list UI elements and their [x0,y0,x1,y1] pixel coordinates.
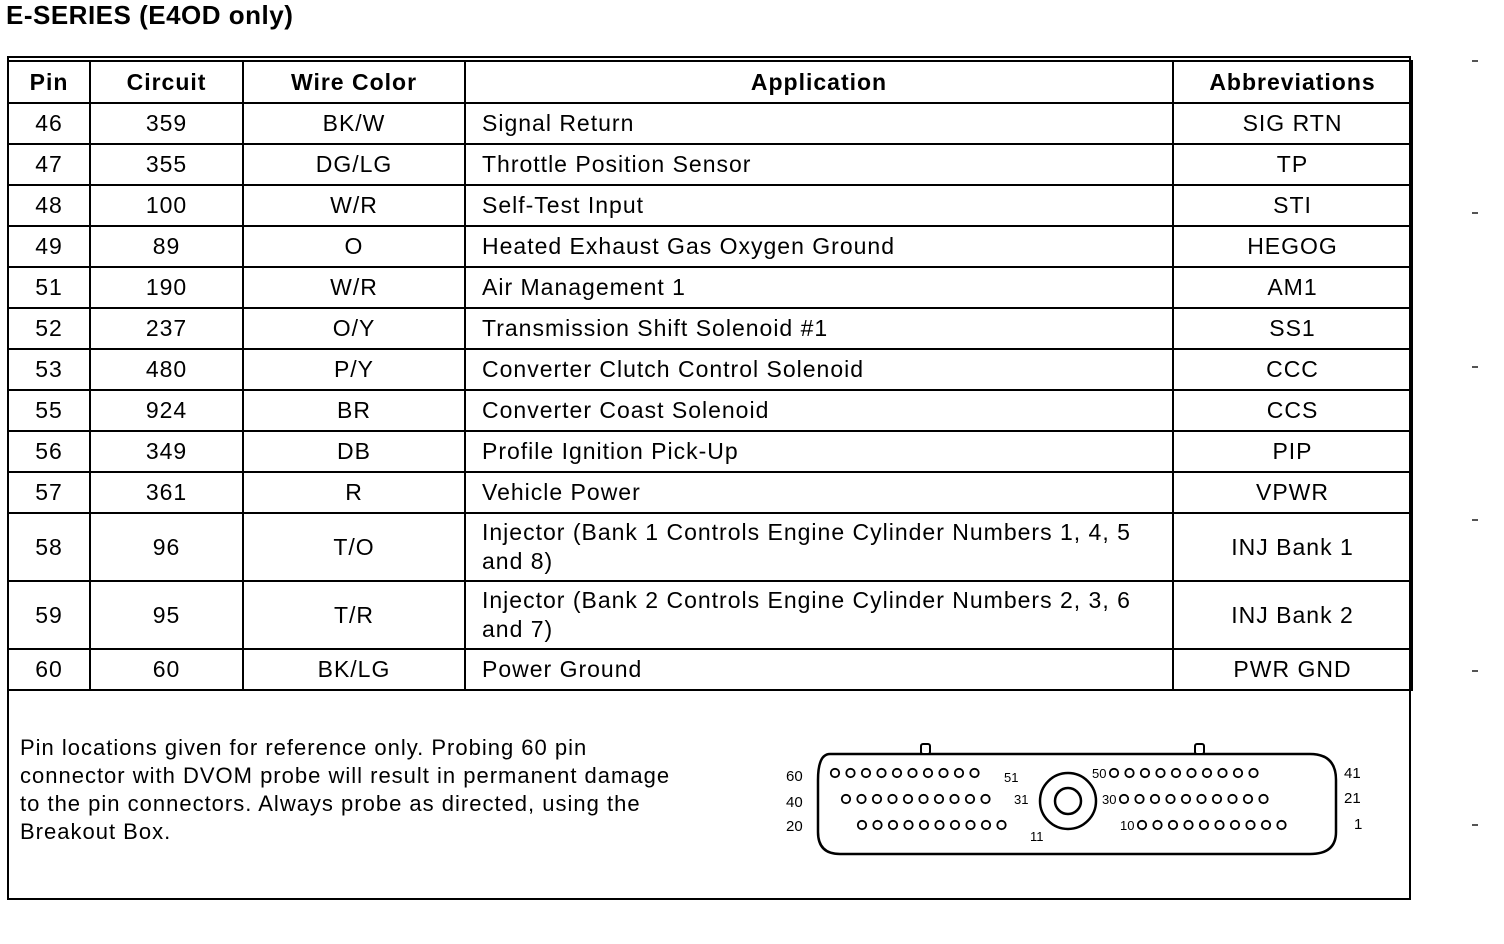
note-line: Breakout Box. [20,819,172,844]
wire-color-cell: W/R [243,185,465,226]
table-row [8,472,1412,513]
abbreviation-cell: PIP [1173,431,1412,472]
abbreviation-cell: CCC [1173,349,1412,390]
abbreviation-cell: AM1 [1173,267,1412,308]
connector-pin-hole [1246,821,1254,829]
connector-pin-hole [862,769,870,777]
table-row [8,431,1412,472]
circuit-cell: 95 [90,581,243,649]
pin-cell: 58 [8,513,90,581]
connector-pin-hole [873,821,881,829]
abbreviation-cell: STI [1173,185,1412,226]
connector-pin-hole [919,795,927,803]
connector-pin-hole [893,769,901,777]
table-row [8,349,1412,390]
pin-cell: 57 [8,472,90,513]
application-cell: Profile Ignition Pick-Up [465,431,1173,472]
note-line: to the pin connectors. Always probe as directed, using the [20,791,641,816]
connector-pin-holes [831,769,1286,829]
connector-pin-hole [935,795,943,803]
connector-pin-hole [1200,821,1208,829]
header-wire-color: Wire Color [243,61,465,103]
wire-color-cell: T/O [243,513,465,581]
circuit-cell: 349 [90,431,243,472]
header-application: Application [465,61,1173,103]
application-cell: Converter Coast Solenoid [465,390,1173,431]
abbreviation-cell: VPWR [1173,472,1412,513]
pin-cell: 55 [8,390,90,431]
connector-pin-hole [873,795,881,803]
connector-center-bolt [1040,773,1096,829]
circuit-cell: 60 [90,649,243,690]
connector-pin-hole [831,769,839,777]
connector-pin-hole [1277,821,1285,829]
connector-pin-hole [904,795,912,803]
circuit-cell: 359 [90,103,243,144]
table-row [8,185,1412,226]
table-row [8,267,1412,308]
application-cell: Self-Test Input [465,185,1173,226]
table-row [8,226,1412,267]
connector-label-right: 1 [1354,816,1363,833]
pin-cell: 60 [8,649,90,690]
connector-pin-hole [1172,769,1180,777]
page-edge-mark [1472,519,1478,521]
connector-pin-hole [924,769,932,777]
connector-pin-hole [858,821,866,829]
circuit-cell: 361 [90,472,243,513]
connector-pin-hole [1231,821,1239,829]
connector-label-right: 41 [1344,765,1361,782]
abbreviation-cell: PWR GND [1173,649,1412,690]
table-header-row [8,61,1412,103]
application-cell: Heated Exhaust Gas Oxygen Ground [465,226,1173,267]
connector-pin-hole [1218,769,1226,777]
connector-pin-hole [1249,769,1257,777]
application-cell: Injector (Bank 2 Controls Engine Cylinder Numbers 2, 3, 6 and 7) [465,581,1173,649]
connector-pin-hole [889,821,897,829]
connector-label-inner: 50 [1092,766,1107,781]
table-row [8,144,1412,185]
connector-pin-hole [966,821,974,829]
application-cell: Air Management 1 [465,267,1173,308]
connector-pin-hole [939,769,947,777]
wire-color-cell: O/Y [243,308,465,349]
table-row [8,649,1412,690]
application-cell: Converter Clutch Control Solenoid [465,349,1173,390]
pin-table [7,60,1413,691]
circuit-cell: 89 [90,226,243,267]
connector-pin-hole [935,821,943,829]
circuit-cell: 480 [90,349,243,390]
abbreviation-cell: CCS [1173,390,1412,431]
wire-color-cell: BK/W [243,103,465,144]
connector-label-inner: 10 [1120,818,1135,833]
connector-pin-hole [982,821,990,829]
pin-cell: 49 [8,226,90,267]
wire-color-cell: O [243,226,465,267]
header-pin: Pin [8,61,90,103]
connector-label-inner: 11 [1030,829,1044,844]
connector-pin-hole [1153,821,1161,829]
page-edge-mark [1472,824,1478,826]
connector-pin-hole [1156,769,1164,777]
connector-label-left: 40 [786,794,803,811]
wire-color-cell: BR [243,390,465,431]
connector-pin-hole [1166,795,1174,803]
connector-pin-hole [951,821,959,829]
connector-pin-hole [1151,795,1159,803]
header-circuit: Circuit [90,61,243,103]
connector-key-tab [921,744,930,754]
connector-pin-hole [1125,769,1133,777]
connector-label-left: 20 [786,818,803,835]
page-edge-mark [1472,60,1478,62]
connector-pin-hole [857,795,865,803]
circuit-cell: 96 [90,513,243,581]
table-row [8,581,1412,649]
connector-pin-hole [1187,769,1195,777]
pin-cell: 56 [8,431,90,472]
wire-color-cell: DG/LG [243,144,465,185]
connector-diagram [780,740,1380,865]
connector-pin-hole [955,769,963,777]
application-cell: Injector (Bank 1 Controls Engine Cylinder Numbers 1, 4, 5 and 8) [465,513,1173,581]
connector-pin-hole [920,821,928,829]
page-edge-mark [1472,670,1478,672]
page-edge-mark [1472,366,1478,368]
connector-pin-hole [966,795,974,803]
connector-pin-hole [1135,795,1143,803]
page-title: E-SERIES (E4OD only) [6,0,294,30]
circuit-cell: 100 [90,185,243,226]
wire-color-cell: R [243,472,465,513]
connector-pin-hole [1184,821,1192,829]
connector-pin-hole [1262,821,1270,829]
connector-pin-hole [1120,795,1128,803]
abbreviation-cell: HEGOG [1173,226,1412,267]
circuit-cell: 924 [90,390,243,431]
probing-note [20,734,760,846]
wire-color-cell: BK/LG [243,649,465,690]
connector-pin-hole [888,795,896,803]
abbreviation-cell: SIG RTN [1173,103,1412,144]
wire-color-cell: P/Y [243,349,465,390]
application-cell: Power Ground [465,649,1173,690]
pin-cell: 48 [8,185,90,226]
pin-cell: 51 [8,267,90,308]
circuit-cell: 355 [90,144,243,185]
note-line: connector with DVOM probe will result in permanent damage [20,763,671,788]
connector-pin-hole [1141,769,1149,777]
connector-center-bolt-inner [1055,788,1081,814]
wire-color-cell: W/R [243,267,465,308]
connector-pin-hole [1228,795,1236,803]
connector-pin-hole [1197,795,1205,803]
connector-pin-hole [904,821,912,829]
pin-cell: 47 [8,144,90,185]
connector-pin-hole [970,769,978,777]
table-row [8,513,1412,581]
connector-label-left: 60 [786,768,803,785]
pin-cell: 52 [8,308,90,349]
connector-label-inner: 51 [1004,770,1019,785]
connector-pin-hole [1259,795,1267,803]
page-edge-mark [1472,212,1478,214]
connector-label-inner: 31 [1014,792,1029,807]
pin-cell: 46 [8,103,90,144]
pin-cell: 53 [8,349,90,390]
note-line: Pin locations given for reference only. Probing 60 pin [20,735,588,760]
connector-pin-hole [877,769,885,777]
abbreviation-cell: TP [1173,144,1412,185]
wire-color-cell: T/R [243,581,465,649]
connector-label-right: 21 [1344,790,1361,807]
connector-pin-hole [1234,769,1242,777]
connector-pin-hole [1244,795,1252,803]
pin-cell: 59 [8,581,90,649]
circuit-cell: 190 [90,267,243,308]
circuit-cell: 237 [90,308,243,349]
header-abbreviations: Abbreviations [1173,61,1412,103]
connector-pin-hole [1182,795,1190,803]
table-row [8,308,1412,349]
connector-label-inner: 30 [1102,792,1117,807]
connector-pin-hole [1110,769,1118,777]
connector-pin-hole [981,795,989,803]
connector-pin-hole [997,821,1005,829]
connector-pin-hole [1169,821,1177,829]
wire-color-cell: DB [243,431,465,472]
application-cell: Signal Return [465,103,1173,144]
connector-pin-hole [1213,795,1221,803]
application-cell: Vehicle Power [465,472,1173,513]
connector-pin-hole [1215,821,1223,829]
connector-pin-hole [842,795,850,803]
abbreviation-cell: INJ Bank 2 [1173,581,1412,649]
table-row [8,103,1412,144]
connector-pin-hole [1203,769,1211,777]
connector-pin-hole [908,769,916,777]
application-cell: Throttle Position Sensor [465,144,1173,185]
table-row [8,390,1412,431]
application-cell: Transmission Shift Solenoid #1 [465,308,1173,349]
connector-key-tab [1195,744,1204,754]
connector-pin-hole [846,769,854,777]
connector-pin-hole [1138,821,1146,829]
connector-pin-hole [950,795,958,803]
abbreviation-cell: SS1 [1173,308,1412,349]
abbreviation-cell: INJ Bank 1 [1173,513,1412,581]
